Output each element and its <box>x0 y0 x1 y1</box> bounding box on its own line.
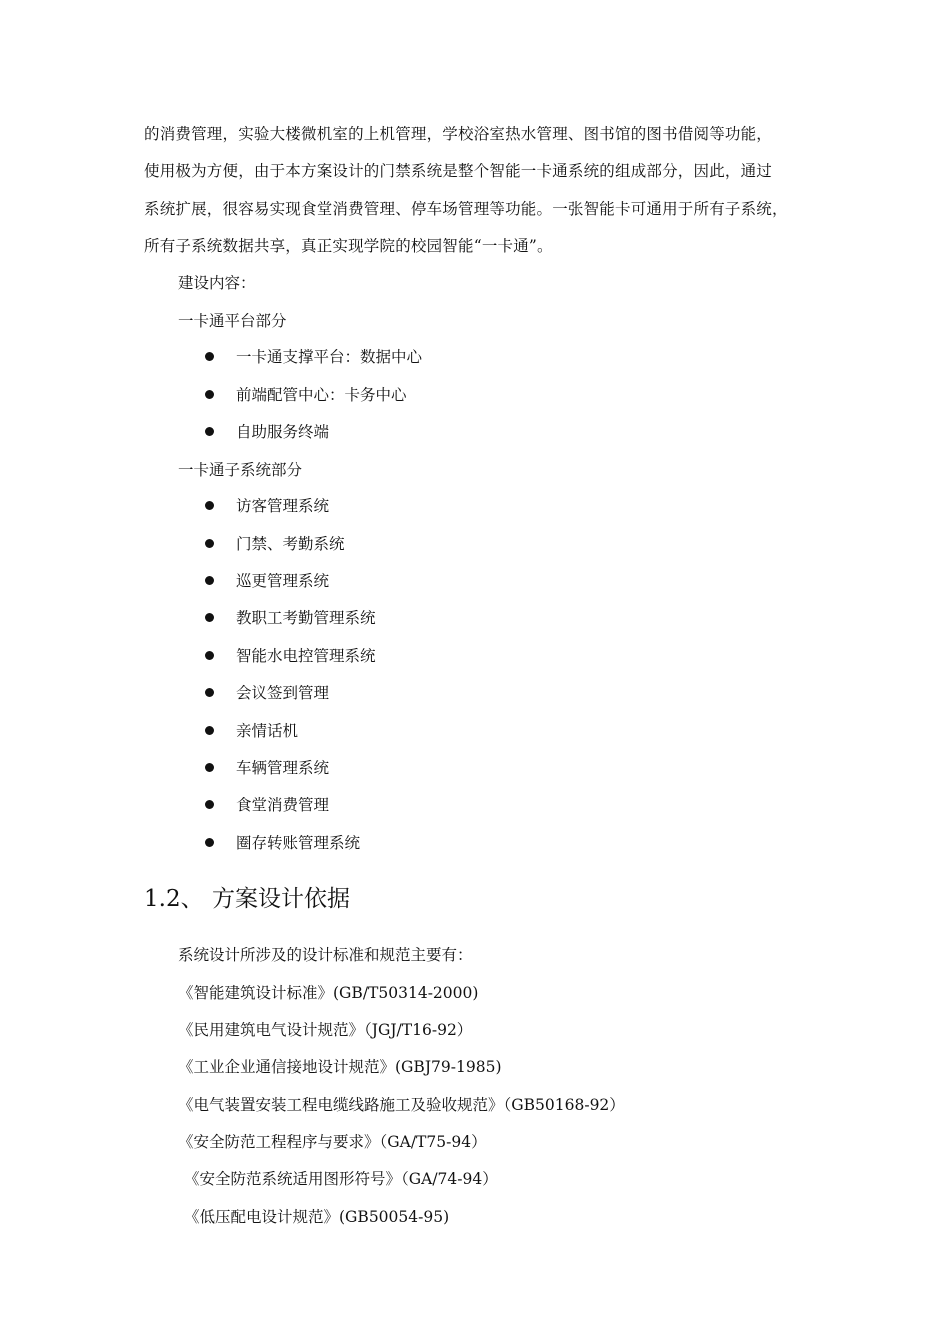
standard-item: 《低压配电设计规范》(GB50054-95) <box>184 1208 450 1226</box>
list-item-label: 门禁、考勤系统 <box>236 535 345 553</box>
platform-title: 一卡通平台部分 <box>178 312 287 330</box>
bullet-icon <box>205 651 214 660</box>
list-item-label: 食堂消费管理 <box>236 796 330 814</box>
bullet-icon <box>205 576 214 585</box>
bullet-icon <box>205 688 214 697</box>
bullet-icon <box>205 763 214 772</box>
list-item-label: 前端配管中心：卡务中心 <box>236 386 407 404</box>
section-number: 1.2、 <box>144 886 204 912</box>
bullet-icon <box>205 726 214 735</box>
list-item-label: 教职工考勤管理系统 <box>236 609 376 627</box>
list-item-label: 亲情话机 <box>236 722 299 740</box>
standard-item: 《智能建筑设计标准》(GB/T50314-2000) <box>178 984 479 1002</box>
section-title: 方案设计依据 <box>212 886 350 912</box>
standard-item: 《安全防范系统适用图形符号》（GA/74-94） <box>184 1170 498 1188</box>
list-item-label: 圈存转账管理系统 <box>236 834 361 852</box>
bullet-icon <box>205 501 214 510</box>
section-heading <box>144 884 350 914</box>
bullet-icon <box>205 800 214 809</box>
standard-item: 《电气装置安装工程电缆线路施工及验收规范》（GB50168-92） <box>178 1096 625 1114</box>
list-item-label: 访客管理系统 <box>236 497 330 515</box>
bullet-icon <box>205 390 214 399</box>
intro-line: 系统扩展，很容易实现食堂消费管理、停车场管理等功能。一张智能卡可通用于所有子系统， <box>144 200 788 218</box>
standard-item: 《民用建筑电气设计规范》（JGJ/T16-92） <box>178 1021 473 1039</box>
subsystems-title: 一卡通子系统部分 <box>178 461 303 479</box>
bullet-icon <box>205 352 214 361</box>
bullet-icon <box>205 838 214 847</box>
build-content-label: 建设内容： <box>178 274 256 292</box>
intro-line: 所有子系统数据共享，真正实现学院的校园智能“一卡通”。 <box>144 237 553 255</box>
list-item-label: 车辆管理系统 <box>236 759 330 777</box>
standards-intro: 系统设计所涉及的设计标准和规范主要有： <box>178 946 473 964</box>
bullet-icon <box>205 427 214 436</box>
standard-item: 《工业企业通信接地设计规范》(GBJ79-1985) <box>178 1058 502 1076</box>
intro-line: 的消费管理，实验大楼微机室的上机管理，学校浴室热水管理、图书馆的图书借阅等功能， <box>144 125 773 143</box>
intro-line: 使用极为方便，由于本方案设计的门禁系统是整个智能一卡通系统的组成部分，因此，通过 <box>144 162 773 180</box>
list-item-label: 一卡通支撑平台：数据中心 <box>236 348 423 366</box>
list-item-label: 自助服务终端 <box>236 423 330 441</box>
bullet-icon <box>205 613 214 622</box>
list-item-label: 会议签到管理 <box>236 684 330 702</box>
standard-item: 《安全防范工程程序与要求》（GA/T75-94） <box>178 1133 487 1151</box>
list-item-label: 智能水电控管理系统 <box>236 647 376 665</box>
list-item-label: 巡更管理系统 <box>236 572 330 590</box>
bullet-icon <box>205 539 214 548</box>
